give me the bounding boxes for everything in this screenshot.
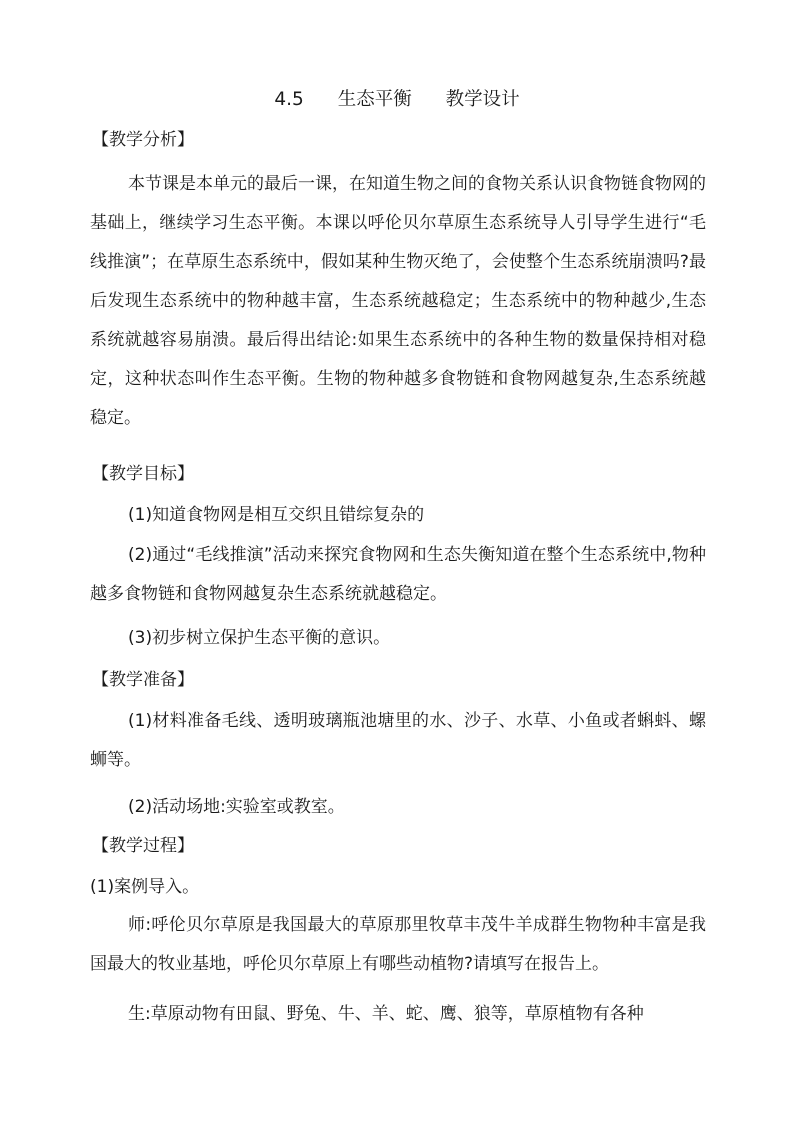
title-number: 4.5 xyxy=(274,89,304,110)
preparation-item-2: (2)活动场地:实验室或教室。 xyxy=(128,797,345,817)
analysis-body: 本节课是本单元的最后一课，在知道生物之间的食物关系认识食物链食物网的基础上，继续学习生态平衡。本课以呼伦贝尔草原生态系统导人引导学生进行“毛线推演”；在草原生态系统中，假如某种生物灭绝了，会使整个生态系统崩溃吗?最后发现生态系统中的物种越丰富，生态系统越稳定；生态系统中的物种越少,生态系统就越容易崩溃。最后得出结论:如果生态系统中的各种生物的数量保持相对稳定，这种状态叫作生态平衡。生物的物种越多食物链和食物网越复杂,生态系统越稳定。 xyxy=(90,174,706,428)
analysis-heading: 【教学分析】 xyxy=(92,130,194,150)
process-teacher-line: 师:呼伦贝尔草原是我国最大的草原那里牧草丰茂牛羊成群生物物种丰富是我国最大的牧业基地，呼伦贝尔草原上有哪些动植物?请填写在报告上。 xyxy=(90,915,706,974)
process-heading: 【教学过程】 xyxy=(92,836,194,856)
goals-heading: 【教学目标】 xyxy=(92,464,194,484)
process-step-1: (1)案例导入。 xyxy=(90,877,200,897)
title-topic: 生态平衡 xyxy=(337,89,412,110)
title-kind: 教学设计 xyxy=(445,89,520,110)
goals-item-3: (3)初步树立保护生态平衡的意识。 xyxy=(128,628,391,648)
goals-item-2: (2)通过“毛线推演”活动来探究食物网和生态失衡知道在整个生态系统中,物种越多食物链和食物网越复杂生态系统就越稳定。 xyxy=(90,545,706,604)
page-title xyxy=(0,87,794,113)
preparation-heading: 【教学准备】 xyxy=(92,670,194,690)
goals-item-1: (1)知道食物网是相互交织且错综复杂的 xyxy=(128,505,425,525)
preparation-item-1: (1)材料准备毛线、透明玻璃瓶池塘里的水、沙子、水草、小鱼或者蝌蚪、螺蛳等。 xyxy=(90,711,706,770)
process-student-line: 生:草原动物有田鼠、野兔、牛、羊、蛇、鹰、狼等，草原植物有各种 xyxy=(128,1004,644,1024)
